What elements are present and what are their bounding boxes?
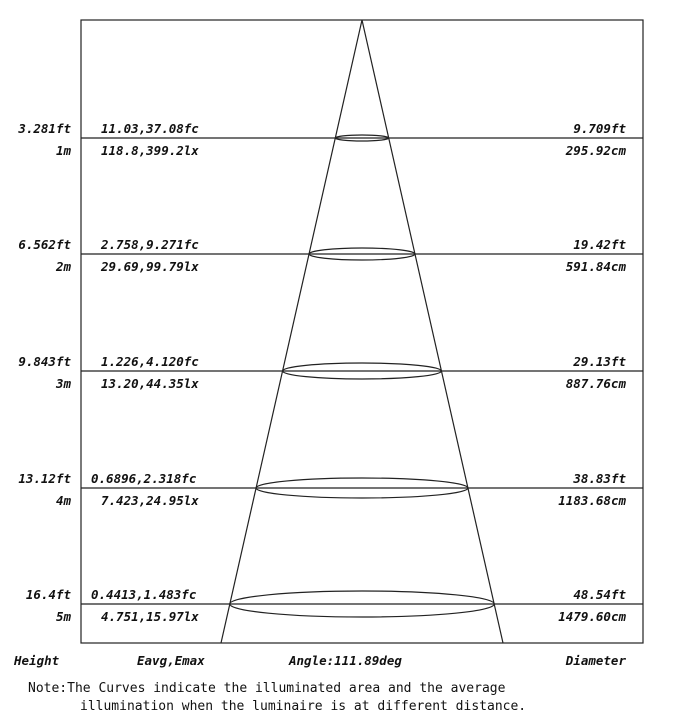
height-m-label: 2m xyxy=(55,259,71,274)
diameter-column-label: Diameter xyxy=(565,653,626,668)
illuminance-lx-label: 29.69,99.79lx xyxy=(101,259,199,274)
height-column-label: Height xyxy=(14,653,60,668)
illumination-column-label: Eavg,Emax xyxy=(137,653,205,668)
note-line-1: Note:The Curves indicate the illuminated area and the average xyxy=(28,681,506,696)
height-m-label: 3m xyxy=(55,376,71,391)
diameter-ft-label: 9.709ft xyxy=(573,121,626,136)
height-m-label: 5m xyxy=(55,609,71,624)
height-m-label: 1m xyxy=(55,143,71,158)
diameter-cm-label: 295.92cm xyxy=(565,143,626,158)
height-ft-label: 3.281ft xyxy=(18,121,71,136)
height-ft-label: 13.12ft xyxy=(18,471,71,486)
illuminance-fc-label: 1.226,4.120fc xyxy=(101,354,199,369)
beam-angle-label: Angle:111.89deg xyxy=(289,653,402,668)
height-ft-label: 6.562ft xyxy=(18,237,71,252)
illuminance-lx-label: 4.751,15.97lx xyxy=(101,609,199,624)
illuminance-lx-label: 7.423,24.95lx xyxy=(101,493,199,508)
illuminance-lx-label: 13.20,44.35lx xyxy=(101,376,199,391)
illuminance-lx-label: 118.8,399.2lx xyxy=(101,143,199,158)
height-ft-label: 9.843ft xyxy=(18,354,71,369)
diameter-cm-label: 1183.68cm xyxy=(558,493,626,508)
diameter-ft-label: 38.83ft xyxy=(573,471,626,486)
cone-right-edge xyxy=(362,20,503,643)
diameter-ft-label: 29.13ft xyxy=(573,354,626,369)
illuminance-fc-label: 2.758,9.271fc xyxy=(101,237,199,252)
diameter-cm-label: 887.76cm xyxy=(565,376,626,391)
height-m-label: 4m xyxy=(55,493,71,508)
diameter-cm-label: 1479.60cm xyxy=(558,609,626,624)
illuminance-fc-label: 11.03,37.08fc xyxy=(101,121,199,136)
diameter-ft-label: 48.54ft xyxy=(573,587,626,602)
note-line-2: illumination when the luminaire is at different distance. xyxy=(80,699,527,714)
diagram-frame xyxy=(81,20,643,643)
height-ft-label: 16.4ft xyxy=(25,587,71,602)
illuminance-fc-label: 0.6896,2.318fc xyxy=(91,471,197,486)
cone-left-edge xyxy=(221,20,362,643)
diameter-cm-label: 591.84cm xyxy=(565,259,626,274)
diameter-ft-label: 19.42ft xyxy=(573,237,626,252)
illuminance-fc-label: 0.4413,1.483fc xyxy=(91,587,197,602)
